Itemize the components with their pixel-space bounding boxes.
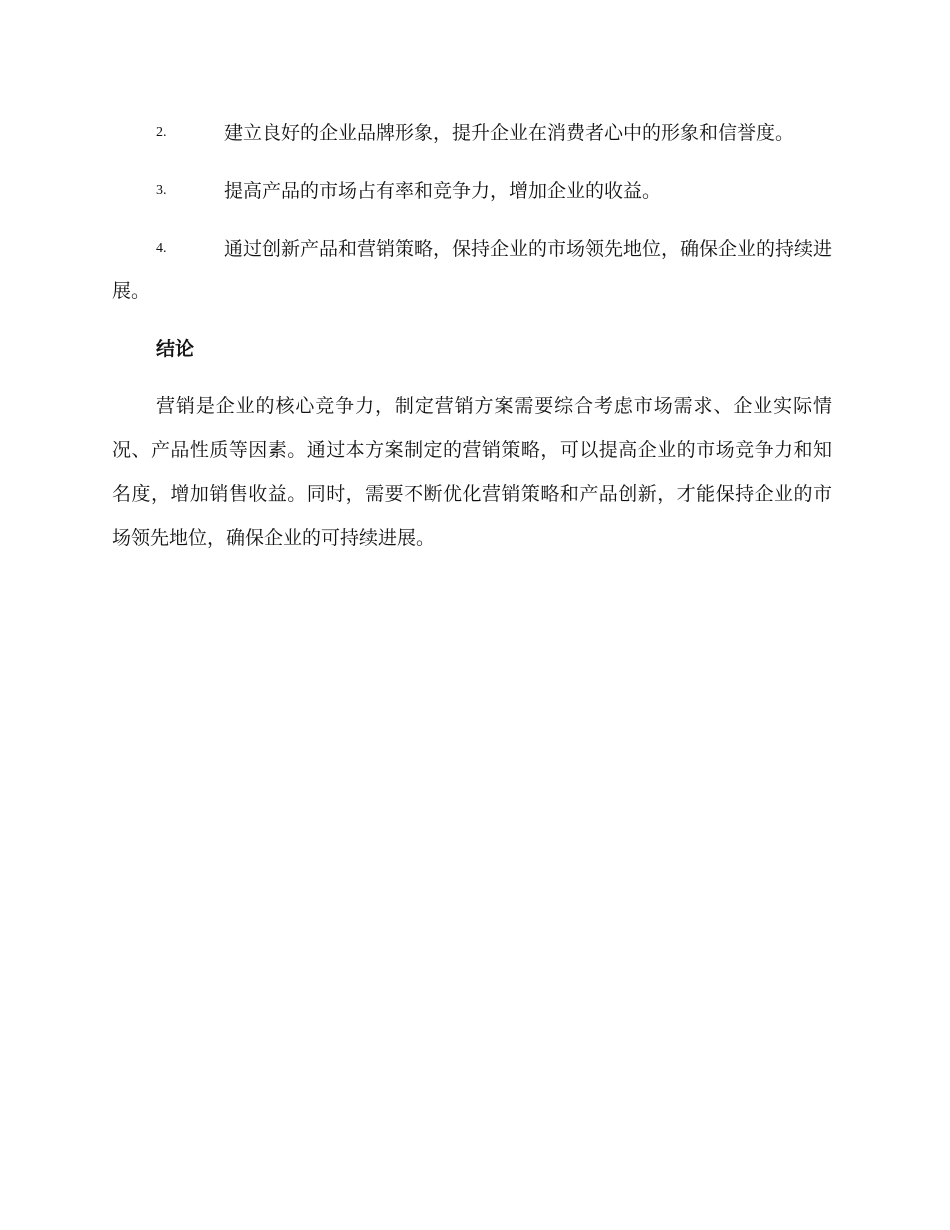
list-item-number: 4. — [156, 241, 167, 256]
conclusion-paragraph: 营销是企业的核心竞争力，制定营销方案需要综合考虑市场需求、企业实际情况、产品性质等因素。通过本方案制定的营销策略，可以提高企业的市场竞争力和知名度，增加销售收益。同时，需要不断优化营销策略和产品创新，才能保持企业的市场领先地位，确保企业的可持续进展。 — [112, 395, 832, 549]
list-item-text: 建立良好的企业品牌形象，提升企业在消费者心中的形象和信誉度。 — [224, 122, 795, 144]
document-body — [112, 112, 832, 560]
list-item-text: 提高产品的市场占有率和竞争力，增加企业的收益。 — [224, 180, 662, 202]
list-item — [112, 170, 832, 212]
section-heading-conclusion: 结论 — [156, 338, 195, 360]
list-item — [112, 112, 832, 154]
list-item-number: 3. — [156, 183, 167, 198]
list-item-text: 通过创新产品和营销策略，保持企业的市场领先地位，确保企业的持续进展。 — [112, 238, 833, 302]
list-item-number: 2. — [156, 125, 167, 140]
list-item — [112, 228, 832, 312]
